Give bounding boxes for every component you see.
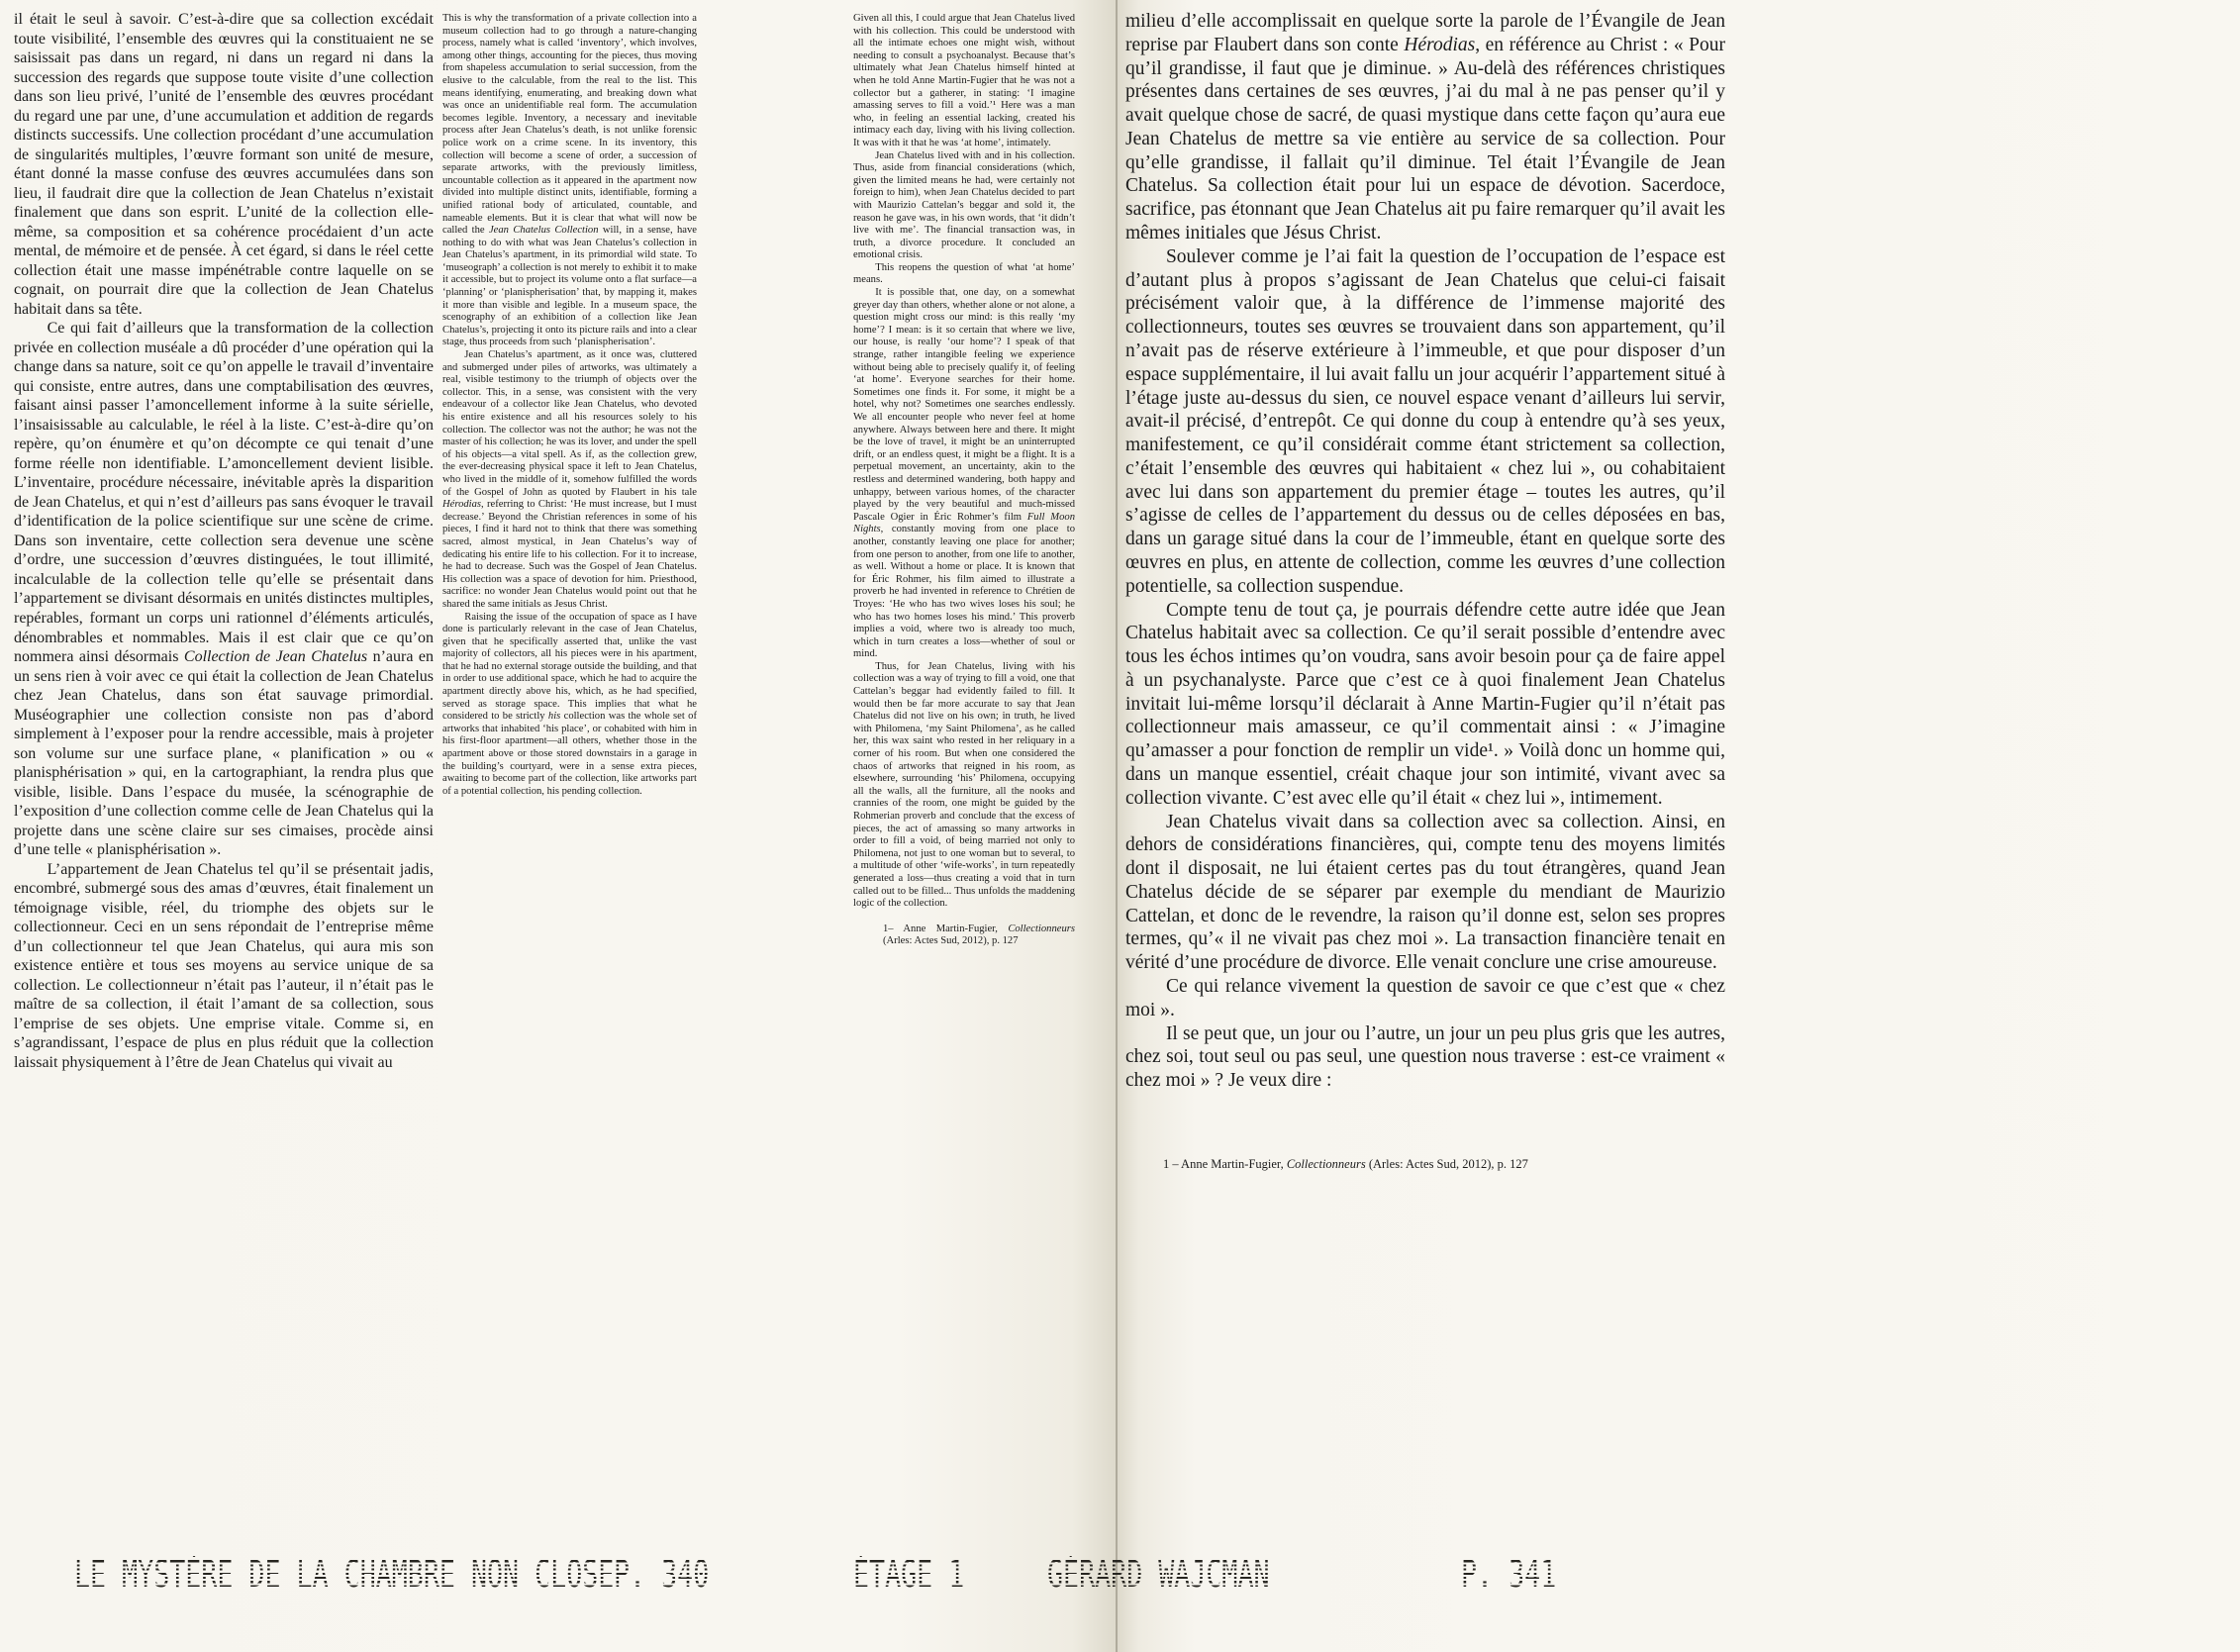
footnote-english [853,923,1075,948]
paragraph: L’appartement de Jean Chatelus tel qu’il se présentait jadis, encombré, submergé sous des amas d’œuvres, était finalement un témoignage visible, réel, du triomphe des objets sur le collectionneur. Ceci en un sens répondait de l’entreprise même d’un collectionneur tel que Jean Chatelus, qui aura mis son existence entière et tous ses moyens au service unique de sa collection. Le collectionneur n’était pas l’auteur, il n’était pas le maître de sa collection, il était l’amant de sa collection, sous l’emprise de ses objets. Une emprise vitale. Comme si, en s’agrandissant, l’espace de plus en plus réduit que la collection laissait physiquement à l’être de Jean Chatelus qui vivait au [14,860,434,1071]
paragraph: Il se peut que, un jour ou l’autre, un jour un peu plus gris que les autres, chez soi, tout seul ou pas seul, une question nous traverse : est-ce vraiment « chez moi » ? Je veux dire : [1125,1022,1725,1092]
english-column-left [442,13,697,798]
french-column-right [1125,10,1725,1172]
paragraph: Raising the issue of the occupation of space as I have done is particularly relevant in the case of Jean Chatelus, given that he specifically asserted that, unlike the vast majority of collectors, all his pieces were in his apartment, that he had no external storage outside the building, and that in order to use additional space, which he had to acquire the apartment directly above his, which, as he had specified, served as storage space. This implies that what he considered to be strictly his collection was the whole set of artworks that inhabited ‘his place’, or cohabited with him in his first-floor apartment—all others, whether those in the apartment above or those stored downstairs in a garage in the building’s courtyard, were in a sense extra pieces, awaiting to become part of the collection, like artworks part of a potential collection, his pending collection. [442,611,697,797]
paragraph: This reopens the question of what ‘at home’ means. [853,261,1075,286]
paragraph: Thus, for Jean Chatelus, living with his collection was a way of trying to fill a void, one that Cattelan’s beggar had evidently failed to fill. It would then be far more accurate to say that Jean Chatelus did not live on his own; in truth, he lived with Philomena, ‘my Saint Philomena’, as he called her, this wax saint who rested in her reliquary in a corner of his room. But when one considered the chaos of artworks that reigned in his room, as elsewhere, surrounding ‘his’ Philomena, occupying all the walls, all the furniture, all the nooks and crannies of the room, one might be guided by the Rohmerian proverb and conclude that the excess of pieces, the act of amassing so many artworks in order to fill a void, of being married not only to Philomena, not just to one woman but to several, to a multitude of other ‘wife-works’, in turn repeatedly generated a loss—thus creating a void that in turn called out to be filled... Thus unfolds the maddening logic of the collection. [853,660,1075,910]
page-number-left: P. 340 [614,1553,710,1596]
french-column-right-body [1125,10,1725,1093]
section-label-etage: ÉTAGE 1 [853,1553,965,1596]
paragraph: Jean Chatelus vivait dans sa collection avec sa collection. Ainsi, en dehors de considérations financières, qui, compte tenu des moyens limités dont il disposait, ne lui étaient certes pas du tout étrangères, quand Jean Chatelus décide de se séparer par exemple du mendiant de Maurizio Cattelan, et donc de le revendre, la raison qu’il donne est, selon ses propres termes, qu’« il ne vivait pas chez moi ». La transaction financière tenait en vérité d’une procédure de divorce. Elle venait conclure une crise amoureuse. [1125,811,1725,974]
paragraph: 1 – Anne Martin-Fugier, Collectionneurs (Arles: Actes Sud, 2012), p. 127 [1163,1156,1528,1171]
paragraph: Ce qui relance vivement la question de savoir ce que c’est que « chez moi ». [1125,976,1725,1020]
paragraph: il était le seul à savoir. C’est-à-dire que sa collection excédait toute visibilité, l’ensemble des œuvres qui la constituaient ne se saisissait pas dans un regard, ni dans un regard ni dans la succession des regards que suppose toute visite d’une collection dans son lieu privé, l’unité de l’ensemble des œuvres procédant du regard une par une, d’une accumulation et addition de regards distincts successifs. Une collection procédant d’une accumulation de singularités multiples, l’œuvre formant son unité de mesure, étant donné la masse confuse des œuvres accumulées dans son lieu, il faudrait dire que la collection de Jean Chatelus n’existait finalement que dans son esprit. L’unité de la collection elle-même, sa composition et sa cohérence procédaient d’un acte mental, de mémoire et de pensée. À cet égard, si dans le réel cette collection était une masse impénétrable contre laquelle on se cognait, on pourrait dire que la collection de Jean Chatelus habitait dans sa tête. [14,11,434,318]
paragraph: Given all this, I could argue that Jean Chatelus lived with his collection. This could be understood with all the intimate echoes one might wish, without needing to consult a psychoanalyst. Because that’s ultimately what Jean Chatelus himself hinted at when he told Anne Martin-Fugier that he was not a collector but a gatherer, in stating: ‘I imagine amassing serves to fill a void.’¹ Here was a man who, in feeling an essential lacking, created his intimacy each day, living with his living collection. It was with it that he was ‘at home’, intimately. [853,13,1075,148]
paragraph: Jean Chatelus lived with and in his collection. Thus, aside from financial considerations (which, given the limited means he had, were certainly not foreign to him), when Jean Chatelus decided to part with Maurizio Cattelan’s beggar and sold it, the reason he gave was, in his own words, that ‘it didn’t live with me’. The financial transaction was, in truth, a divorce procedure. It concluded an emotional crisis. [853,149,1075,261]
paragraph: Jean Chatelus’s apartment, as it once was, cluttered and submerged under piles of artworks, was ultimately a real, visible testimony to the triumph of objects over the collector. This, in a sense, was consistent with the very endeavour of a collector like Jean Chatelus, who devoted his entire existence and all his resources solely to his collection. The collector was not the author; he was not the master of his collection; he was its lover, and under the spell of his objects—a vital spell. As if, as the collection grew, the ever-decreasing physical space it left to Jean Chatelus, who lived in the middle of it, somehow fulfilled the words of the Gospel of John as quoted by Flaubert in his tale Hérodias, referring to Christ: ‘He must increase, but I must decrease.’ Beyond the Christian references in some of his pieces, I find it hard not to think that there was something sacred, almost mystical, in Jean Chatelus’s way of dedicating his entire life to his collection. For it to increase, he had to decrease. Such was the Gospel of Jean Chatelus. His collection was a space of devotion for him. Priesthood, sacrifice: no wonder Jean Chatelus would point out that he shared the same initials as Jesus Christ. [442,349,697,610]
paragraph: It is possible that, one day, on a somewhat greyer day than others, whether alone or not alone, a question might cross our mind: is this really ‘my home’? I mean: is it so certain that where we live, our house, is really ‘our home’? I speak of that strange, rather intangible feeling we experience without being able to precisely qualify it, of feeling ‘at home’. Everyone searches for their home. Sometimes one finds it. For some, it might be a hotel, why not? Sometimes one searches endlessly. We all encounter people who never feel at home anywhere. Always between here and there. It might be the love of travel, it might be an uninterrupted drift, or an endless quest, it might be a flight. It is a perpetual movement, an uncertainty, akin to the restless and determined wandering, both happy and unhappy, between various homes, of the character played by the very beautiful and much-missed Pascale Ogier in Éric Rohmer’s film Full Moon Nights, constantly moving from one place to another, constantly leaving one place for another; from one person to another, from one life to another, as well. Without a home or place. It is known that for Éric Rohmer, his film aimed to illustrate a proverb he had invented in reference to Chrétien de Troyes: ‘He who has two wives loses his soul; he who has two homes loses his mind.’ This proverb implies a void, where two is already too much, which in turn creates a loss—whether of soul or mind. [853,287,1075,660]
french-column-left [14,10,434,1072]
paragraph: 1– Anne Martin-Fugier, Collectionneurs (Arles: Actes Sud, 2012), p. 127 [883,923,1075,947]
paragraph: Compte tenu de tout ça, je pourrais défendre cette autre idée que Jean Chatelus habitait avec sa collection. Ce qu’il serait possible d’entendre avec tous les échos intimes qu’on voudra, sans avoir besoin pour ça de faire appel à un psychanalyste. Parce que c’est ce à quoi finalement Jean Chatelus invitait lui-même lorsqu’il déclarait à Anne Martin-Fugier qu’il n’était pas collectionneur mais amasseur, ce qu’il commentait ainsi : « J’imagine qu’amasser a pour fonction de remplir un vide¹. » Voilà donc un homme qui, dans un manque essentiel, créait chaque jour son intimité, vivant avec sa collection vivante. C’est avec elle qu’il était « chez lui », intimement. [1125,599,1725,809]
footnote-french [1125,1156,1725,1172]
paragraph: This is why the transformation of a private collection into a museum collection had to go through a nature-changing process, namely what is called ‘inventory’, which involves, among other things, accounting for the pieces, thus moving from shapeless accumulation to serial succession, from the elusive to the calculable, from the real to the list. This means identifying, enumerating, and breaking down what was once an unidentifiable real form. The accumulation becomes legible. Inventory, a necessary and inevitable process after Jean Chatelus’s death, is not unlike forensic police work on a crime scene. In its inventory, this collection will become a scene of order, a succession of separate artworks, with the previously limitless, uncountable collection as it appeared in the apartment now divided into multiple distinct units, identifiable, forming a unified rational body of articulated, countable, and nameable elements. But it is clear that what will now be called the Jean Chatelus Collection will, in a sense, have nothing to do with what was Jean Chatelus’s collection in Jean Chatelus’s apartment, in its primordial wild state. To ‘museograph’ a collection is not merely to exhibit it to make it accessible, but to project its volume onto a flat surface—a ‘planning’ or ‘planispherisation’ that, by mapping it, makes it more than visible and legible. In a museum space, the scenography of an exhibition of a collection like Jean Chatelus’s, projecting it onto its picture rails and into a clear stage, thus proceeds from such ‘planispherisation’. [442,13,697,348]
spine-fold [1116,0,1118,1652]
english-column-right [853,13,1075,948]
paragraph: Ce qui fait d’ailleurs que la transformation de la collection privée en collection muséale a dû procéder d’une opération qui la change dans sa nature, soit ce qu’on appelle le travail d’inventaire qui consiste, entre autres, dans une comptabilisation des œuvres, faisant ainsi passer l’amoncellement informe à la suite sérielle, l’insaisissable au calculable, le réel à la liste. C’est-à-dire qu’on repère, qu’on énumère et qu’on décompte ce qui tenait d’une forme réelle non identifiable. L’amoncellement devient lisible. L’inventaire, procédure nécessaire, inévitable après la disparition de Jean Chatelus, et qui n’est d’ailleurs pas sans évoquer le travail d’identification de la police scientifique sur une scène de crime. Dans son inventaire, cette collection sera devenue une scène d’ordre, une succession d’œuvres distinguées, le tout illimité, incalculable de la collection telle qu’elle se présentait dans l’appartement se divisant désormais en unités distinctes multiples, repérables, formant un corps uni rationnel d’éléments articulés, dénombrables et nommables. Mais il est clair que ce qu’on nommera ainsi désormais Collection de Jean Chatelus n’aura en un sens rien à voir avec ce qui était la collection de Jean Chatelus chez Jean Chatelus, dans son état sauvage primordial. Muséographier une collection consiste non pas d’abord simplement à l’exposer pour la rendre accessible, mais à projeter son volume sur une surface plane, « planification » ou « planisphérisation » qui, en la cartographiant, la rendra plus que visible, lisible. Dans l’espace du musée, la scénographie de l’exposition d’une collection comme celle de Jean Chatelus qui la projette dans une scène claire sur ses cimaises, procède ainsi d’une telle « planisphérisation ». [14,320,434,859]
paragraph: Soulever comme je l’ai fait la question de l’occupation de l’espace est d’autant plus à propos s’agissant de Jean Chatelus que celui-ci faisait précisément valoir que, à la différence de l’immense majorité des collectionneurs, toutes ses œuvres se trouvaient dans son appartement, qu’il n’avait pas de réserve extérieure à l’immeuble, et que pour disposer d’un espace supplémentaire, il lui avait fallu un jour acquérir l’appartement situé à l’étage juste au-dessus du sien, ce nouvel espace venant d’ailleurs lui servir, avait-il précisé, d’entrepôt. Ce qui donne du coup à entendre qu’à ses yeux, manifestement, ce qu’il considérait comme étant strictement sa collection, c’était l’ensemble des œuvres qui habitaient « chez lui », ou cohabitaient avec lui dans son appartement du premier étage – toutes les autres, qu’il s’agisse de celles de l’appartement du dessus ou de celles déposées en bas, dans un garage situé dans la cour de l’immeuble, étant en quelque sorte des œuvres en plus, en attente de collection, comme les œuvres d’une collection potentielle, sa collection suspendue. [1125,245,1725,597]
page-number-right: P. 341 [1461,1553,1557,1596]
author-name: GÉRARD WAJCMAN [1047,1553,1270,1596]
paragraph: milieu d’elle accomplissait en quelque sorte la parole de l’Évangile de Jean reprise par Flaubert dans son conte Hérodias, en référence au Christ : « Pour qu’il grandisse, il faut que je diminue. » Au-delà des références christiques présentes dans certaines de ses œuvres, j’ai du mal à ne pas penser qu’il y avait quelque chose de sacré, de quasi mystique dans cette façon qu’aura eue Jean Chatelus de mettre sa vie entière au service de sa collection. Pour qu’elle grandisse, il fallait qu’il diminue. Tel était l’Évangile de Jean Chatelus. Sa collection était pour lui un espace de dévotion. Sacerdoce, sacrifice, pas étonnant que Jean Chatelus ait pu faire remarquer qu’il avait les mêmes initiales que Jésus Christ. [1125,11,1726,244]
running-title-left: LE MYSTÈRE DE LA CHAMBRE NON CLOSE [74,1553,615,1596]
english-column-right-body [853,13,1075,911]
